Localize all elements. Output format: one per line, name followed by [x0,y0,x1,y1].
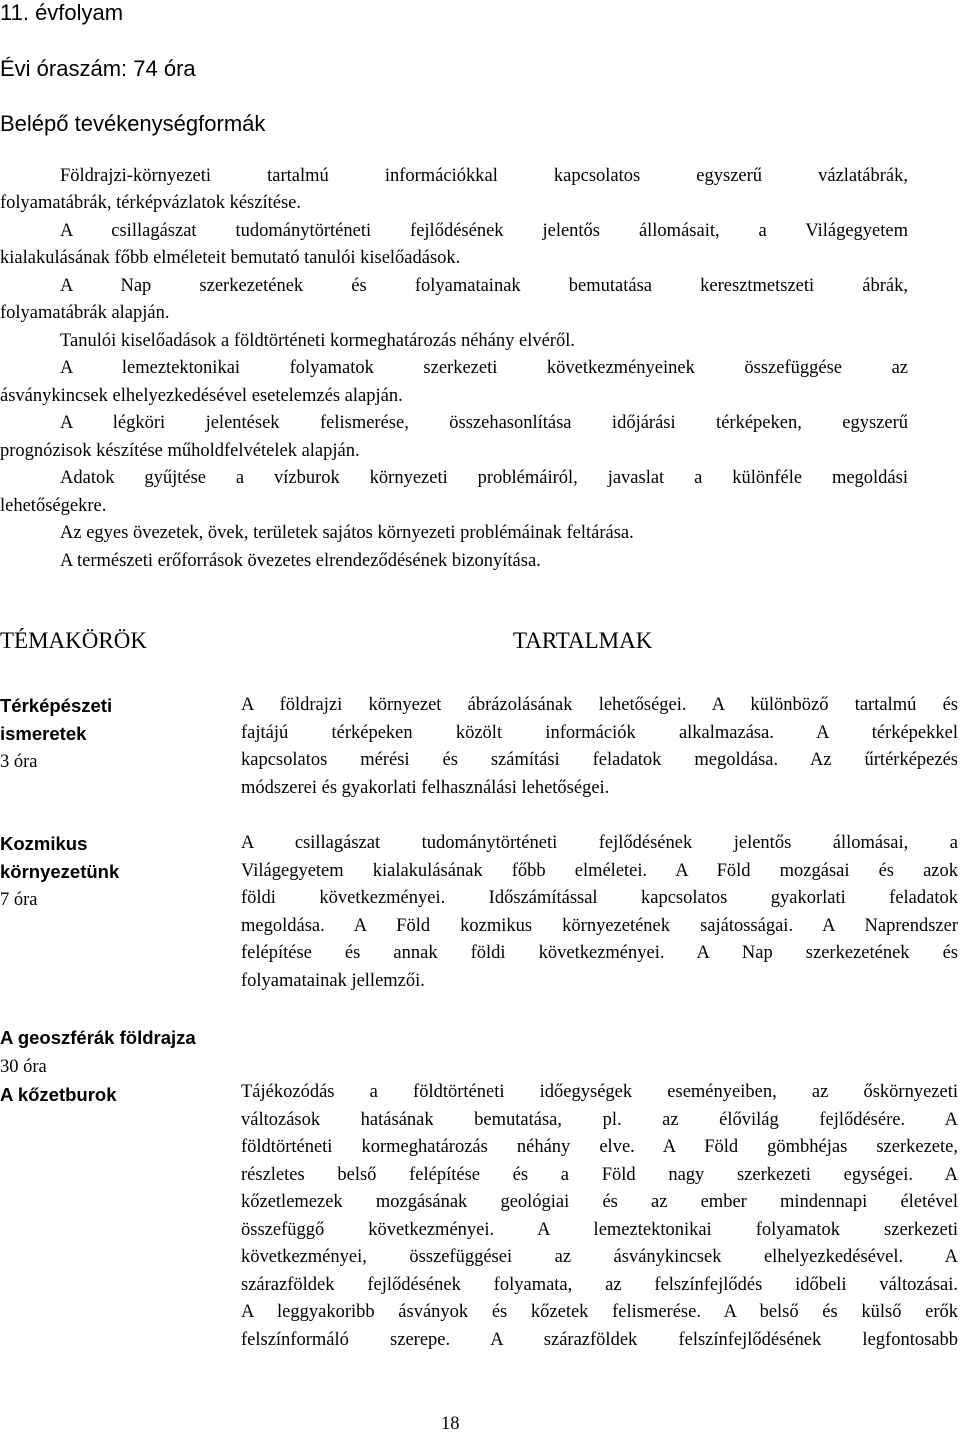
topic-title-line: ismeretek [0,722,87,744]
entry-line: ásványkincsek elhelyezkedésével esetelemzés alapján. [0,386,403,406]
entry-line: A csillagászat tudománytörténeti fejlődésének jelentős állomásait, a Világegyetem [60,221,908,241]
content-line: A leggyakoribb ásványok és kőzetek felismerése. A belső és külső erők [241,1302,958,1322]
topic-block [0,692,220,777]
content-line: módszerei és gyakorlati felhasználási lehetőségei. [241,777,610,798]
content-line: Tájékozódás a földtörténeti időegységek eseményeiben, az őskörnyezeti [241,1082,958,1102]
annual-hours-heading: Évi óraszám: 74 óra [0,56,196,81]
entry-line: A légköri jelentések felismerése, összehasonlítása időjárási térképeken, egyszerű [60,413,908,433]
entry-line: prognózisok készítése műholdfelvételek alapján. [0,441,360,461]
topic-block [0,1024,240,1109]
topic-hours: 7 óra [0,890,38,910]
topic-title-line: A geoszférák földrajza [0,1027,196,1048]
entry-line: A lemeztektonikai folyamatok szerkezeti következményeinek összefüggése az [60,358,908,378]
grade-heading: 11. évfolyam [0,0,124,25]
content-line: Világegyetem kialakulásának főbb elméletei. A Föld mozgásai és azok [241,860,958,881]
entry-line: lehetőségekre. [0,496,107,516]
content-line: földtörténeti kormeghatározás néhány elve. A Föld gömbhéjas szerkezete, [241,1137,958,1157]
entry-line: Az egyes övezetek, övek, területek sajátos környezeti problémáinak feltárása. [60,523,634,543]
content-line: kapcsolatos mérési és számítási feladatok megoldása. Az űrtérképezés [241,750,958,770]
topic-block [0,830,220,915]
content-line: felépítése és annak földi következményei. A Nap szerkezetének és [241,943,958,963]
topics-column-heading: TÉMAKÖRÖK [0,628,147,653]
entry-line: folyamatábrák, térképvázlatok készítése. [0,193,301,213]
entry-line: folyamatábrák alapján. [0,303,170,323]
content-line: kőzetlemezek mozgásának geológiai és az ember mindennapi életével [241,1192,958,1212]
content-line: felszínformáló szerepe. A szárazföldek felszínfejlődésének legfontosabb [241,1329,958,1350]
topic-subtitle: A kőzetburok [0,1084,117,1105]
content-line: részletes belső felépítése és a Föld nagy szerkezeti egységei. A [241,1164,958,1185]
topic-content [241,830,958,995]
entry-activities-heading: Belépő tevékenységformák [0,111,266,136]
content-line: megoldása. A Föld kozmikus környezetének sajátosságai. A Naprendszer [241,915,958,936]
entry-line: Földrajzi-környezeti tartalmú információkkal kapcsolatos egyszerű vázlatábrák, [60,166,908,186]
content-line: földi következményei. Időszámítással kapcsolatos gyakorlati feladatok [241,888,958,908]
contents-column-heading: TARTALMAK [513,628,653,653]
topic-title-line: Térképészeti [0,695,113,716]
content-line: folyamatainak jellemzői. [241,970,425,991]
topic-hours: 3 óra [0,752,38,772]
entry-line: Adatok gyűjtése a vízburok környezeti problémáiról, javaslat a különféle megoldási [60,468,908,488]
content-line: A csillagászat tudománytörténeti fejlődésének jelentős állomásai, a [241,833,958,853]
entry-line: A Nap szerkezetének és folyamatainak bemutatása keresztmetszeti ábrák, [60,276,908,296]
content-line: következményei, összefüggései az ásványkincsek elhelyezkedésével. A [241,1247,958,1267]
content-line: összefüggő következményei. A lemeztektonikai folyamatok szerkezeti [241,1219,958,1240]
content-line: szárazföldek fejlődésének folyamata, az felszínfejlődés időbeli változásai. [241,1274,958,1295]
topic-title-line: környezetünk [0,860,120,882]
content-line: változások hatásának bemutatása, pl. az élővilág fejlődésére. A [241,1109,958,1130]
content-line: fajtájú térképeken közölt információk alkalmazása. A térképekkel [241,722,958,743]
topic-content [241,692,958,802]
topic-content [241,1079,958,1354]
topic-hours: 30 óra [0,1056,47,1077]
content-line: A földrajzi környezet ábrázolásának lehetőségei. A különböző tartalmú és [241,695,958,715]
entry-line: kialakulásának főbb elméleteit bemutató tanulói kiselőadások. [0,248,461,268]
entry-line: Tanulói kiselőadások a földtörténeti kormeghatározás néhány elvéről. [60,331,575,351]
topic-title-line: Kozmikus [0,833,88,854]
entry-line: A természeti erőforrások övezetes elrendeződésének bizonyítása. [60,551,541,571]
page-number: 18 [441,1414,460,1434]
